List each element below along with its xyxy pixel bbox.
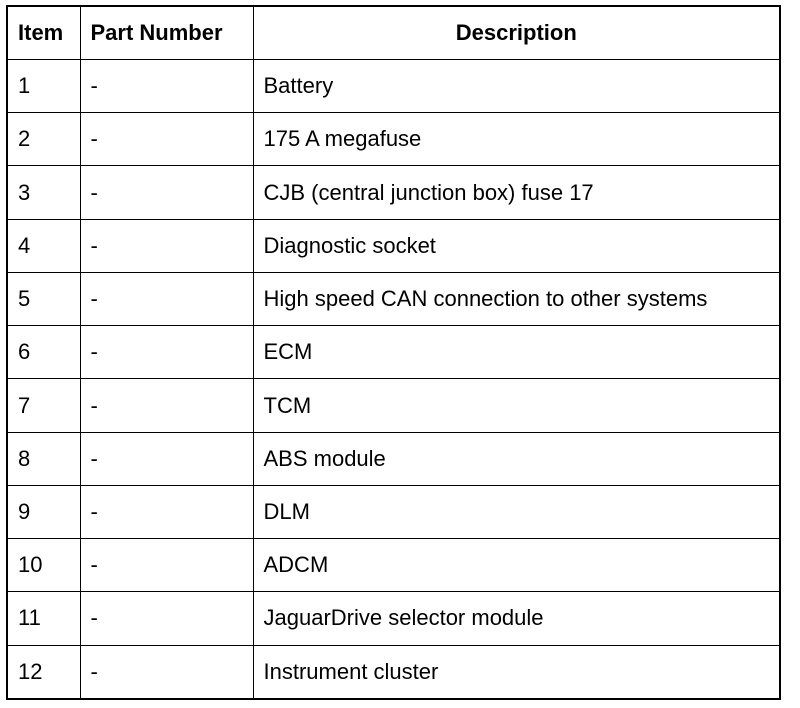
table-row xyxy=(7,539,780,592)
cell-item: 8 xyxy=(7,432,80,485)
cell-part-number: - xyxy=(80,379,253,432)
cell-item: 11 xyxy=(7,592,80,645)
cell-description: ADCM xyxy=(253,539,780,592)
header-part-number: Part Number xyxy=(80,6,253,60)
cell-description: JaguarDrive selector module xyxy=(253,592,780,645)
cell-part-number: - xyxy=(80,539,253,592)
cell-part-number: - xyxy=(80,272,253,325)
cell-part-number: - xyxy=(80,592,253,645)
cell-part-number: - xyxy=(80,432,253,485)
table-row xyxy=(7,645,780,699)
table-row xyxy=(7,219,780,272)
cell-description: Battery xyxy=(253,60,780,113)
cell-item: 12 xyxy=(7,645,80,699)
cell-part-number: - xyxy=(80,219,253,272)
table-header xyxy=(7,6,780,60)
cell-description: High speed CAN connection to other systems xyxy=(253,272,780,325)
cell-part-number: - xyxy=(80,485,253,538)
cell-description: ABS module xyxy=(253,432,780,485)
table-row xyxy=(7,485,780,538)
cell-item: 6 xyxy=(7,326,80,379)
table-row xyxy=(7,326,780,379)
cell-item: 2 xyxy=(7,113,80,166)
table-row xyxy=(7,60,780,113)
cell-item: 7 xyxy=(7,379,80,432)
table-row xyxy=(7,379,780,432)
cell-description: CJB (central junction box) fuse 17 xyxy=(253,166,780,219)
cell-item: 3 xyxy=(7,166,80,219)
table-row xyxy=(7,592,780,645)
table-row xyxy=(7,432,780,485)
table-row xyxy=(7,272,780,325)
cell-description: Instrument cluster xyxy=(253,645,780,699)
cell-description: Diagnostic socket xyxy=(253,219,780,272)
cell-item: 1 xyxy=(7,60,80,113)
table-row xyxy=(7,166,780,219)
cell-description: 175 A megafuse xyxy=(253,113,780,166)
header-item: Item xyxy=(7,6,80,60)
table-body xyxy=(7,60,780,700)
cell-item: 9 xyxy=(7,485,80,538)
cell-description: ECM xyxy=(253,326,780,379)
cell-item: 10 xyxy=(7,539,80,592)
cell-part-number: - xyxy=(80,326,253,379)
cell-item: 5 xyxy=(7,272,80,325)
cell-part-number: - xyxy=(80,113,253,166)
cell-item: 4 xyxy=(7,219,80,272)
cell-description: DLM xyxy=(253,485,780,538)
table-row xyxy=(7,113,780,166)
header-row xyxy=(7,6,780,60)
cell-description: TCM xyxy=(253,379,780,432)
header-description: Description xyxy=(253,6,780,60)
parts-table xyxy=(6,5,781,700)
cell-part-number: - xyxy=(80,60,253,113)
cell-part-number: - xyxy=(80,166,253,219)
cell-part-number: - xyxy=(80,645,253,699)
